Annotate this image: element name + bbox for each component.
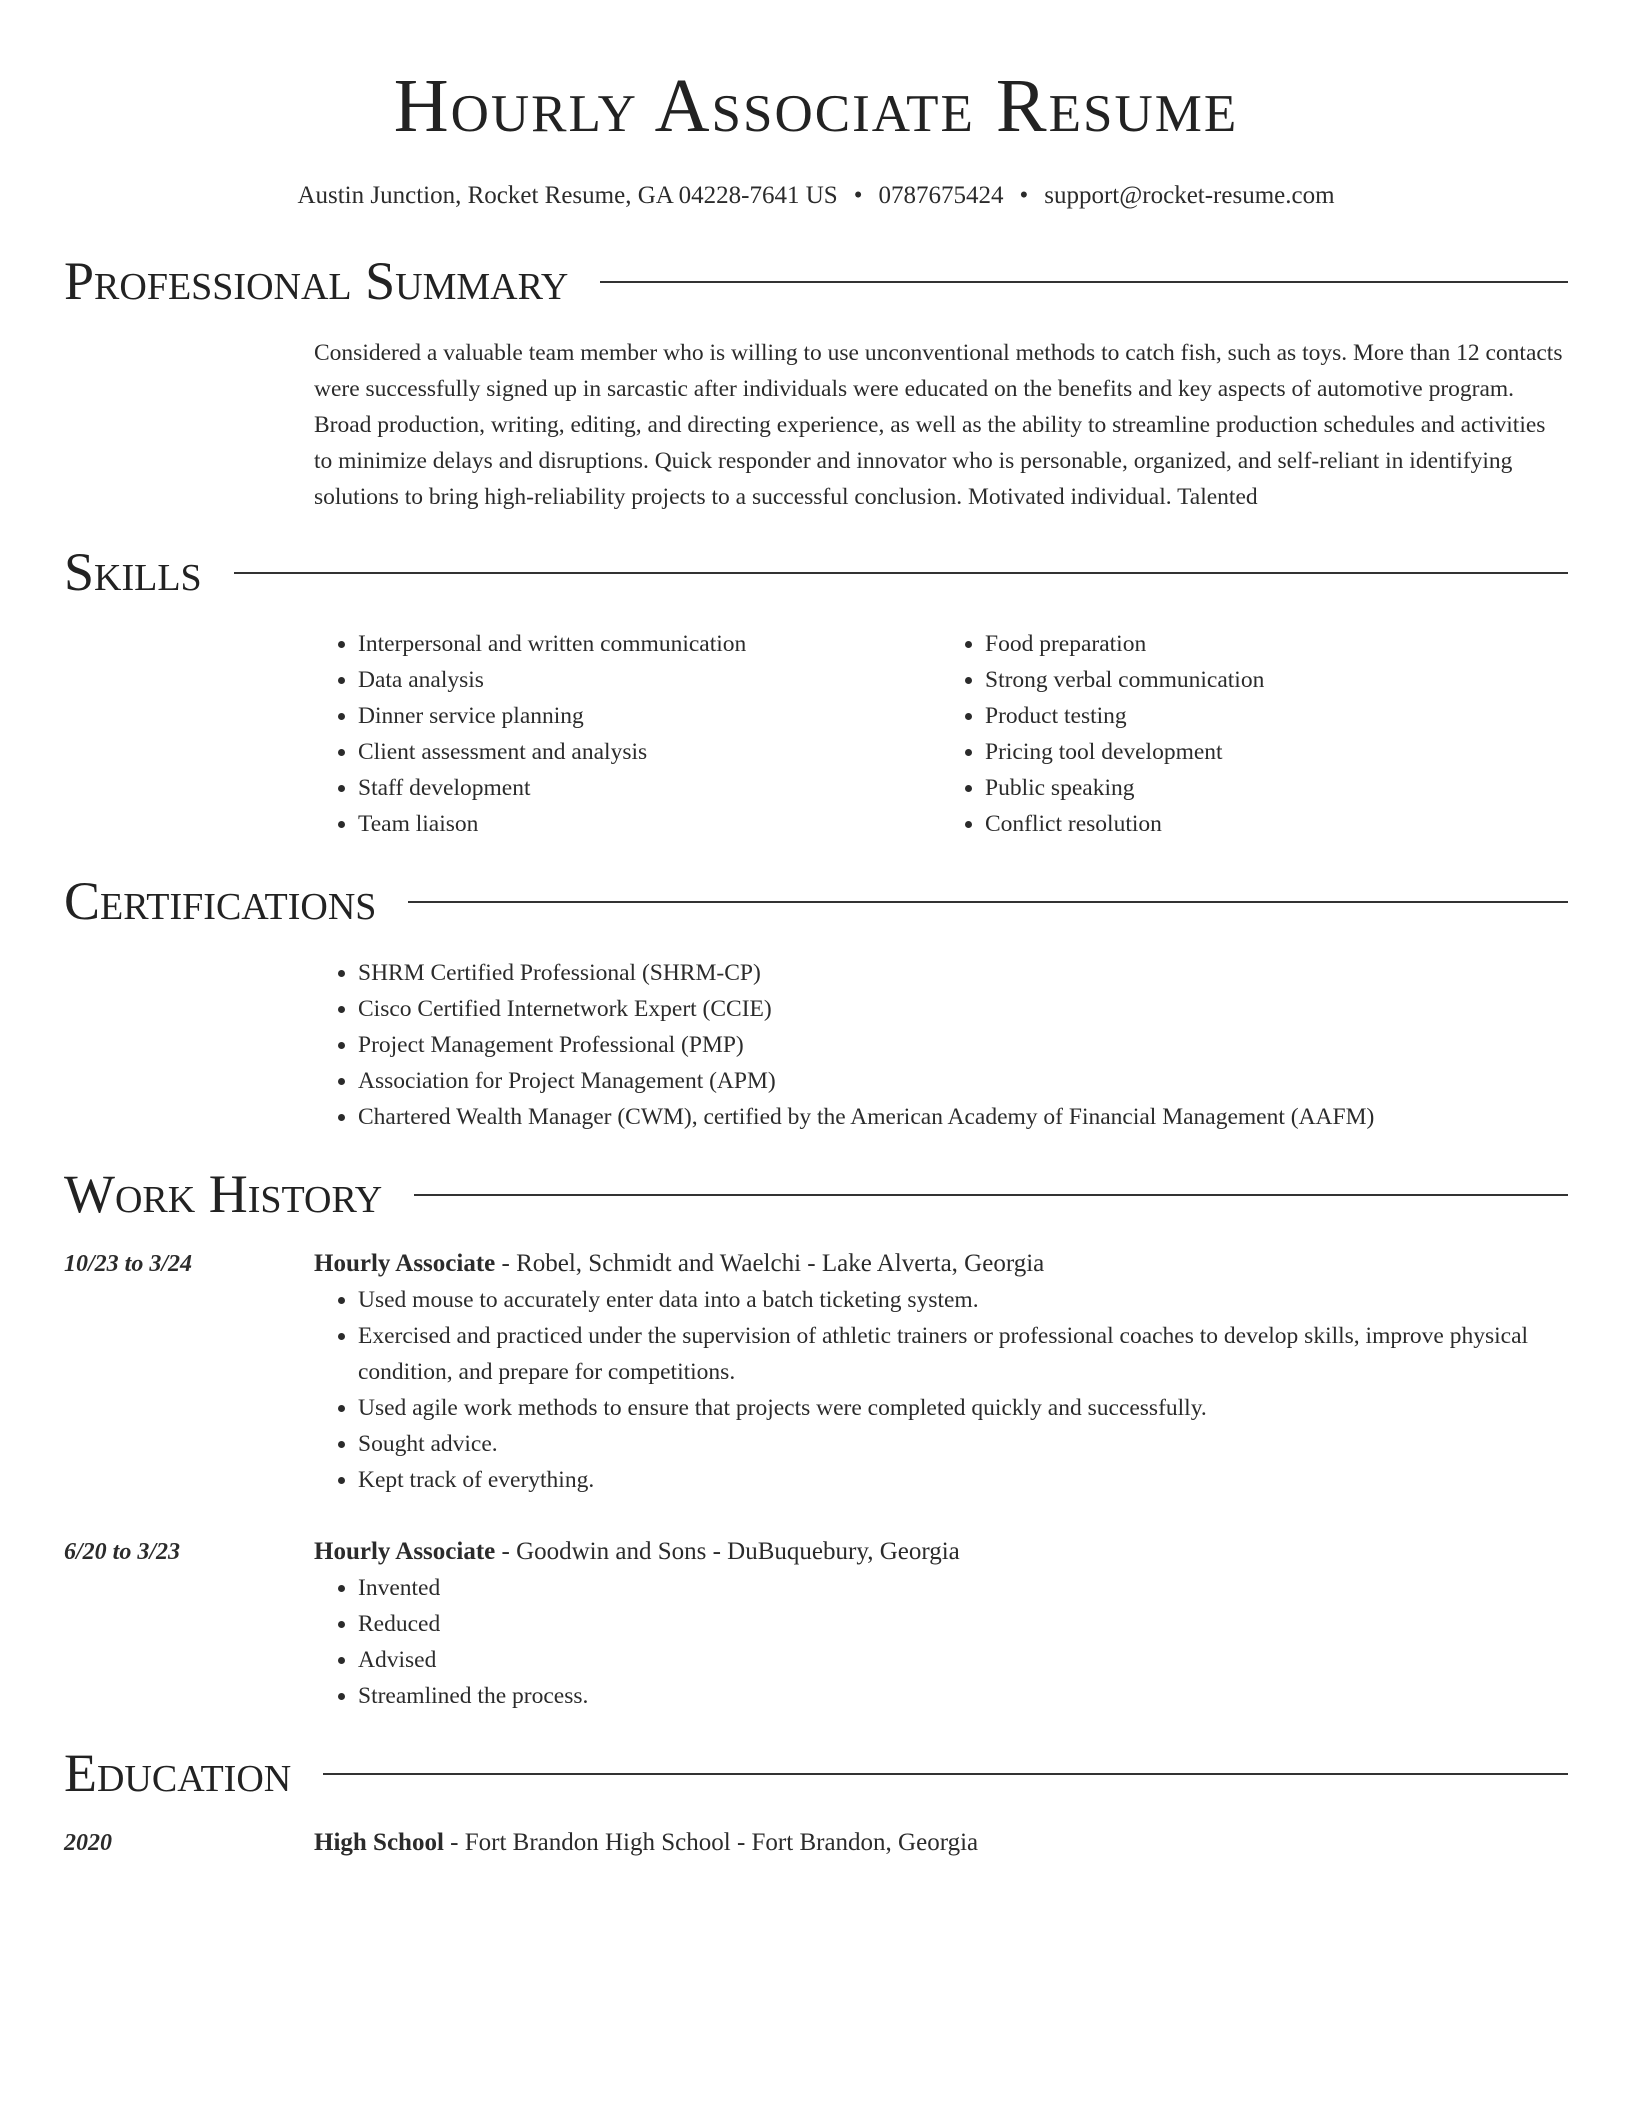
job-bullets: [314, 1570, 1568, 1714]
certifications-content: [314, 955, 1568, 1135]
skill-item: • Pricing tool development: [985, 734, 1568, 770]
job-bullet: • Reduced: [358, 1606, 1568, 1642]
education-year: 2020: [64, 1830, 112, 1856]
contact-separator: •: [1019, 182, 1029, 209]
job-entry: [64, 1534, 1568, 1714]
section-title: Skills: [64, 542, 202, 602]
education-school: - Fort Brandon High School - Fort Brandon, Georgia: [443, 1829, 979, 1856]
education-body: [314, 1825, 1568, 1861]
job-employer: - Robel, Schmidt and Waelchi - Lake Alverta, Georgia: [495, 1250, 1045, 1277]
contact-phone: 0787675424: [878, 182, 1004, 209]
job-bullet: • Used agile work methods to ensure that projects were completed quickly and successfully.: [358, 1390, 1568, 1426]
section-header: [64, 246, 1568, 316]
skills-section: [64, 537, 1568, 842]
job-bullet: • Kept track of everything.: [358, 1462, 1568, 1498]
education-degree: High School: [314, 1829, 444, 1856]
job-title-line: [314, 1246, 1568, 1282]
job-bullet: • Used mouse to accurately enter data into a batch ticketing system.: [358, 1282, 1568, 1318]
section-divider: [600, 281, 1568, 283]
contact-address: Austin Junction, Rocket Resume, GA 04228-7641 US: [297, 182, 838, 209]
certifications-section: [64, 866, 1568, 1135]
certification-item: • Chartered Wealth Manager (CWM), certified by the American Academy of Financial Management (AAFM): [358, 1099, 1568, 1135]
education-section: [64, 1738, 1568, 1861]
section-header: [64, 866, 1568, 936]
contact-email: support@rocket-resume.com: [1044, 182, 1335, 209]
job-role: Hourly Associate: [314, 1250, 496, 1277]
skill-item: • Food preparation: [985, 626, 1568, 662]
section-title: Work History: [64, 1164, 383, 1224]
section-title: Certifications: [64, 871, 377, 931]
section-divider: [234, 572, 1568, 574]
certification-item: • Project Management Professional (PMP): [358, 1027, 1568, 1063]
section-header: [64, 537, 1568, 607]
job-entry: [64, 1246, 1568, 1498]
skill-item: • Staff development: [358, 770, 941, 806]
contact-separator: •: [853, 182, 863, 209]
certification-item: • Association for Project Management (APM): [358, 1063, 1568, 1099]
skills-grid: [314, 626, 1568, 842]
skill-item: • Dinner service planning: [358, 698, 941, 734]
skill-item: • Client assessment and analysis: [358, 734, 941, 770]
skill-item: • Team liaison: [358, 806, 941, 842]
section-header: [64, 1738, 1568, 1808]
job-dates: 10/23 to 3/24: [64, 1251, 193, 1277]
summary-text: Considered a valuable team member who is willing to use unconventional methods to catch fish, such as toys. More than 12 contacts were successfully signed up in sarcastic after individuals were educated on the benefits and key aspects of automotive program. Broad production, writing, editing, and directing experience, as well as the ability to streamline production schedules and activities to minimize delays and disruptions. Quick responder and innovator who is personable, organized, and self-reliant in identifying solutions to bring high-reliability projects to a successful conclusion. Motivated individual. Talented: [314, 340, 1563, 510]
section-header: [64, 1159, 1568, 1229]
job-title-line: [314, 1534, 1568, 1570]
job-role: Hourly Associate: [314, 1538, 496, 1565]
education-entry: [64, 1825, 1568, 1861]
skill-item: • Strong verbal communication: [985, 662, 1568, 698]
section-divider: [323, 1773, 1568, 1775]
job-dates: 6/20 to 3/23: [64, 1539, 181, 1565]
job-bullet: • Exercised and practiced under the supervision of athletic trainers or professional coaches to develop skills, improve physical condition, and prepare for competitions.: [358, 1318, 1568, 1390]
job-bullet: • Streamlined the process.: [358, 1678, 1568, 1714]
certification-item: • SHRM Certified Professional (SHRM-CP): [358, 955, 1568, 991]
skill-item: • Public speaking: [985, 770, 1568, 806]
skill-item: • Product testing: [985, 698, 1568, 734]
skill-item: • Interpersonal and written communication: [358, 626, 941, 662]
section-title: Education: [64, 1743, 292, 1803]
education-title-line: [314, 1825, 1568, 1861]
job-body: [314, 1534, 1568, 1714]
work-history-section: [64, 1159, 1568, 1714]
skills-list-right: [941, 626, 1568, 842]
job-bullet: • Invented: [358, 1570, 1568, 1606]
resume-title: Hourly Associate Resume: [393, 64, 1239, 148]
job-bullet: • Sought advice.: [358, 1426, 1568, 1462]
certification-item: • Cisco Certified Internetwork Expert (CCIE): [358, 991, 1568, 1027]
skill-item: • Data analysis: [358, 662, 941, 698]
section-divider: [414, 1194, 1568, 1196]
summary-content: [314, 335, 1568, 515]
contact-line: [64, 180, 1568, 212]
job-body: [314, 1246, 1568, 1498]
certifications-list: [314, 955, 1568, 1135]
job-bullet: • Advised: [358, 1642, 1568, 1678]
section-divider: [408, 901, 1568, 903]
skill-item: • Conflict resolution: [985, 806, 1568, 842]
job-employer: - Goodwin and Sons - DuBuquebury, Georgia: [495, 1538, 960, 1565]
summary-section: [64, 246, 1568, 515]
section-title: Professional Summary: [64, 251, 569, 311]
skills-list-left: [314, 626, 941, 842]
job-bullets: [314, 1282, 1568, 1498]
